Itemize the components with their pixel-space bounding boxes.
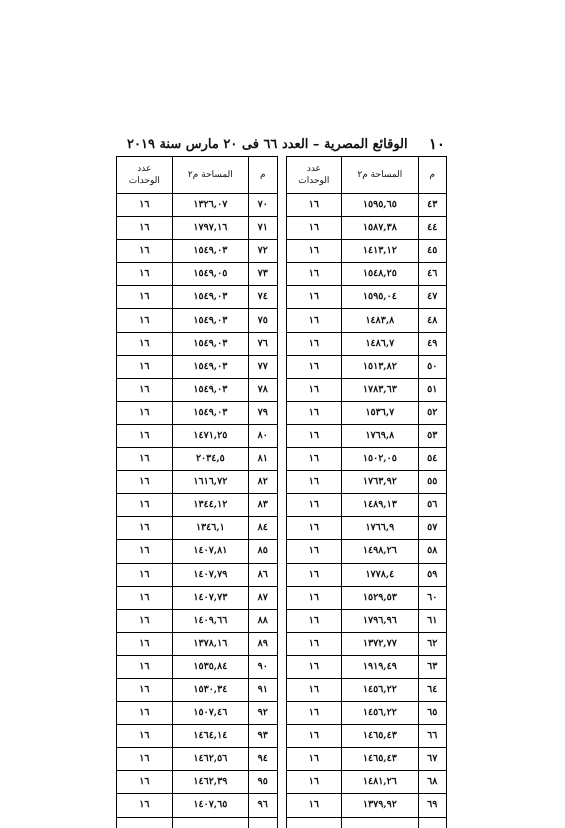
cell-number: ٦٩ [418, 794, 446, 817]
table-row [117, 794, 447, 817]
column-divider [277, 794, 286, 817]
cell-area: ١٥٤٩,٠٥ [172, 263, 248, 286]
column-divider [277, 401, 286, 424]
cell-number: ٨٠ [249, 424, 277, 447]
column-divider [277, 609, 286, 632]
column-divider [277, 748, 286, 771]
cell-units: ١٦ [286, 332, 342, 355]
cell-number: ٧٩ [249, 401, 277, 424]
cell-area: ١٥٤٩,٠٣ [172, 378, 248, 401]
cell-units: ١٦ [117, 424, 173, 447]
cell-units: ١٦ [286, 632, 342, 655]
cell-area: ١٤٨٣,٨ [342, 309, 418, 332]
table-header [117, 157, 447, 194]
column-divider [277, 217, 286, 240]
table-row [117, 448, 447, 471]
cell-units: ١٦ [286, 240, 342, 263]
cell-area: ١٥٣٥,٨٤ [172, 655, 248, 678]
column-divider [277, 286, 286, 309]
cell-area: ١٦١٦,٧٢ [172, 471, 248, 494]
cell-number: ٥٤ [418, 448, 446, 471]
cell-area: ١٧٨٣,٦٣ [342, 378, 418, 401]
cell-number: ٤٨ [418, 309, 446, 332]
cell-units: ١٦ [117, 794, 173, 817]
cell-area: ١٣٧٢,٧٧ [342, 632, 418, 655]
empty-cell [172, 817, 248, 828]
page-header [115, 133, 445, 155]
cell-area: ١٧٦٣,٩٢ [342, 471, 418, 494]
table-row [117, 332, 447, 355]
empty-cell [418, 817, 446, 828]
table-row [117, 424, 447, 447]
cell-area: ١٧٩٧,١٦ [172, 217, 248, 240]
column-divider [277, 771, 286, 794]
cell-area: ١٣٤٤,١٢ [172, 494, 248, 517]
column-divider [277, 494, 286, 517]
cell-area: ١٥٣٦,٧ [342, 401, 418, 424]
cell-units: ١٦ [286, 702, 342, 725]
cell-units: ١٦ [286, 540, 342, 563]
cell-number: ٥٧ [418, 517, 446, 540]
cell-units: ١٦ [286, 655, 342, 678]
column-divider [277, 240, 286, 263]
cell-number: ٧٦ [249, 332, 277, 355]
cell-units: ١٦ [117, 494, 173, 517]
column-divider [277, 157, 286, 194]
cell-number: ٩٢ [249, 702, 277, 725]
cell-number: ٩٠ [249, 655, 277, 678]
table-row [117, 494, 447, 517]
cell-number: ٨٤ [249, 517, 277, 540]
cell-units: ١٦ [286, 401, 342, 424]
cell-number: ٦٣ [418, 655, 446, 678]
cell-area: ١٥٤٩,٠٣ [172, 240, 248, 263]
table-row [117, 678, 447, 701]
cell-area: ١٣٧٩,٩٢ [342, 794, 418, 817]
cell-number: ٨٩ [249, 632, 277, 655]
gazette-title: الوقائع المصرية – العدد ٦٦ فى ٢٠ مارس سنة ٢٠١٩ [127, 136, 408, 152]
cell-area: ١٤٨١,٢٦ [342, 771, 418, 794]
cell-number: ٦١ [418, 609, 446, 632]
cell-number: ٥٩ [418, 563, 446, 586]
cell-units: ١٦ [117, 586, 173, 609]
cell-number: ٦٤ [418, 678, 446, 701]
cell-area: ١٤٧١,٢٥ [172, 424, 248, 447]
column-divider [277, 309, 286, 332]
cell-number: ٨١ [249, 448, 277, 471]
cell-units: ١٦ [117, 563, 173, 586]
cell-units: ١٦ [117, 309, 173, 332]
table-row [117, 378, 447, 401]
cell-number: ٦٧ [418, 748, 446, 771]
cell-units: ١٦ [286, 748, 342, 771]
cell-number: ٨٦ [249, 563, 277, 586]
cell-number: ٥٨ [418, 540, 446, 563]
cell-number: ٦٦ [418, 725, 446, 748]
cell-number: ٥٣ [418, 424, 446, 447]
cell-number: ٤٤ [418, 217, 446, 240]
table-row [117, 540, 447, 563]
cell-units: ١٦ [117, 655, 173, 678]
column-divider [277, 263, 286, 286]
cell-units: ١٦ [117, 194, 173, 217]
column-divider [277, 702, 286, 725]
table-row [117, 471, 447, 494]
cell-number: ٨٢ [249, 471, 277, 494]
cell-area: ١٧٦٦,٩ [342, 517, 418, 540]
cell-units: ١٦ [286, 355, 342, 378]
column-header-units-line1: عدد [306, 164, 321, 174]
cell-area: ٢٠٣٤,٥ [172, 448, 248, 471]
table-row [117, 286, 447, 309]
cell-units: ١٦ [117, 678, 173, 701]
cell-units: ١٦ [117, 748, 173, 771]
cell-units: ١٦ [286, 286, 342, 309]
cell-number: ٨٧ [249, 586, 277, 609]
cell-units: ١٦ [286, 471, 342, 494]
column-header-units [117, 157, 173, 194]
cell-area: ١٤٦٥,٤٣ [342, 725, 418, 748]
column-divider [277, 448, 286, 471]
table-row [117, 771, 447, 794]
cell-area: ١٤٦٢,٣٩ [172, 771, 248, 794]
cell-units: ١٦ [286, 194, 342, 217]
table-row [117, 702, 447, 725]
cell-area: ١٥٤٩,٠٣ [172, 401, 248, 424]
cell-area: ١٤٠٧,٨١ [172, 540, 248, 563]
cell-number: ٧٤ [249, 286, 277, 309]
cell-units: ١٦ [117, 332, 173, 355]
column-divider [277, 332, 286, 355]
cell-units: ١٦ [117, 771, 173, 794]
cell-area: ١٩١٩,٤٩ [342, 655, 418, 678]
page-number: ١٠ [428, 135, 445, 153]
column-header-units-line1: عدد [137, 164, 152, 174]
cell-units: ١٦ [117, 401, 173, 424]
cell-number: ٨٨ [249, 609, 277, 632]
cell-area: ١٤٠٧,٦٥ [172, 794, 248, 817]
cell-area: ١٥٣٠,٣٤ [172, 678, 248, 701]
cell-area: ١٣٢٦,٠٧ [172, 194, 248, 217]
cell-units: ١٦ [117, 725, 173, 748]
empty-cell [249, 817, 277, 828]
cell-area: ١٥٤٩,٠٣ [172, 286, 248, 309]
table-row [117, 355, 447, 378]
cell-area: ١٤٦٢,٥٦ [172, 748, 248, 771]
column-divider [277, 586, 286, 609]
cell-number: ٥١ [418, 378, 446, 401]
cell-number: ٦٢ [418, 632, 446, 655]
cell-units: ١٦ [286, 424, 342, 447]
cell-units: ١٦ [286, 217, 342, 240]
cell-number: ٤٦ [418, 263, 446, 286]
cell-units: ١٦ [117, 263, 173, 286]
table-row [117, 309, 447, 332]
empty-cell [117, 817, 173, 828]
empty-cell [342, 817, 418, 828]
cell-units: ١٦ [286, 309, 342, 332]
cell-number: ٥٢ [418, 401, 446, 424]
cell-units: ١٦ [117, 217, 173, 240]
column-header-units [286, 157, 342, 194]
table-body [117, 194, 447, 828]
cell-units: ١٦ [286, 263, 342, 286]
table-row [117, 263, 447, 286]
column-header-number: م [249, 157, 277, 194]
table-row [117, 725, 447, 748]
cell-number: ٥٦ [418, 494, 446, 517]
cell-units: ١٦ [286, 586, 342, 609]
table-row [117, 401, 447, 424]
cell-units: ١٦ [286, 517, 342, 540]
table-row [117, 632, 447, 655]
cell-number: ٤٩ [418, 332, 446, 355]
cell-area: ١٥٠٧,٤٦ [172, 702, 248, 725]
column-divider [277, 678, 286, 701]
column-header-units-line2: الوحدات [298, 176, 330, 186]
column-divider [277, 725, 286, 748]
cell-units: ١٦ [117, 355, 173, 378]
cell-number: ٥٠ [418, 355, 446, 378]
cell-area: ١٥٤٨,٢٥ [342, 263, 418, 286]
column-divider [277, 517, 286, 540]
column-divider [277, 471, 286, 494]
cell-number: ٩٤ [249, 748, 277, 771]
cell-number: ٩٥ [249, 771, 277, 794]
cell-number: ٧٢ [249, 240, 277, 263]
cell-number: ٧٥ [249, 309, 277, 332]
cell-number: ٧١ [249, 217, 277, 240]
cell-number: ٩٣ [249, 725, 277, 748]
cell-number: ٧٠ [249, 194, 277, 217]
column-divider [277, 563, 286, 586]
cell-units: ١٦ [117, 517, 173, 540]
cell-units: ١٦ [286, 771, 342, 794]
cell-units: ١٦ [286, 678, 342, 701]
cell-units: ١٦ [117, 702, 173, 725]
cell-number: ٦٠ [418, 586, 446, 609]
parcels-table [116, 156, 447, 828]
cell-area: ١٤٨٦,٧ [342, 332, 418, 355]
cell-number: ٧٨ [249, 378, 277, 401]
table-row [117, 748, 447, 771]
cell-units: ١٦ [286, 609, 342, 632]
column-divider [277, 632, 286, 655]
cell-area: ١٧٩٦,٩٦ [342, 609, 418, 632]
cell-units: ١٦ [117, 540, 173, 563]
cell-area: ١٧٦٩,٨ [342, 424, 418, 447]
table-row [117, 563, 447, 586]
column-header-area: المساحة م٢ [172, 157, 248, 194]
cell-units: ١٦ [117, 240, 173, 263]
cell-area: ١٥٤٩,٠٣ [172, 309, 248, 332]
column-divider [277, 378, 286, 401]
cell-units: ١٦ [117, 448, 173, 471]
cell-units: ١٦ [117, 471, 173, 494]
cell-area: ١٤٦٤,١٤ [172, 725, 248, 748]
table-row [117, 609, 447, 632]
table-row [117, 194, 447, 217]
cell-area: ١٤٨٩,١٣ [342, 494, 418, 517]
cell-area: ١٥٩٥,٦٥ [342, 194, 418, 217]
table-row [117, 240, 447, 263]
cell-area: ١٤٥٦,٢٢ [342, 678, 418, 701]
column-divider [277, 355, 286, 378]
column-divider [277, 194, 286, 217]
cell-number: ٩٦ [249, 794, 277, 817]
empty-cell [286, 817, 342, 828]
column-header-area: المساحة م٢ [342, 157, 418, 194]
table-row [117, 655, 447, 678]
table-row [117, 517, 447, 540]
column-header-number: م [418, 157, 446, 194]
cell-area: ١٥٤٩,٠٣ [172, 332, 248, 355]
cell-units: ١٦ [117, 286, 173, 309]
column-divider [277, 540, 286, 563]
cell-area: ١٤٠٧,٧٣ [172, 586, 248, 609]
cell-area: ١٤٥٦,٢٢ [342, 702, 418, 725]
cell-number: ٦٥ [418, 702, 446, 725]
column-divider [277, 655, 286, 678]
cell-area: ١٣٧٨,١٦ [172, 632, 248, 655]
cell-number: ٨٣ [249, 494, 277, 517]
cell-area: ١٥٢٩,٥٣ [342, 586, 418, 609]
cell-area: ١٤٠٩,٦٦ [172, 609, 248, 632]
cell-units: ١٦ [286, 563, 342, 586]
cell-number: ٤٧ [418, 286, 446, 309]
column-divider [277, 817, 286, 828]
cell-area: ١٤٠٧,٧٩ [172, 563, 248, 586]
cell-area: ١٥٩٥,٠٤ [342, 286, 418, 309]
cell-area: ١٥٤٩,٠٣ [172, 355, 248, 378]
cell-number: ٨٥ [249, 540, 277, 563]
cell-units: ١٦ [117, 378, 173, 401]
cell-area: ١٤٩٨,٢٦ [342, 540, 418, 563]
cell-units: ١٦ [286, 378, 342, 401]
cell-area: ١٥٨٧,٣٨ [342, 217, 418, 240]
cell-units: ١٦ [286, 794, 342, 817]
cell-number: ٤٥ [418, 240, 446, 263]
cell-number: ٧٧ [249, 355, 277, 378]
cell-units: ١٦ [117, 632, 173, 655]
cell-area: ١٥١٣,٨٢ [342, 355, 418, 378]
cell-units: ١٦ [117, 609, 173, 632]
column-divider [277, 424, 286, 447]
cell-number: ٦٨ [418, 771, 446, 794]
cell-number: ٩١ [249, 678, 277, 701]
cell-units: ١٦ [286, 725, 342, 748]
table-row-continuation [117, 817, 447, 828]
table-row [117, 217, 447, 240]
cell-area: ١٧٧٨,٤ [342, 563, 418, 586]
cell-units: ١٦ [286, 448, 342, 471]
cell-area: ١٤٦٥,٤٣ [342, 748, 418, 771]
cell-area: ١٥٠٢,٠٥ [342, 448, 418, 471]
cell-area: ١٣٤٦,١ [172, 517, 248, 540]
cell-area: ١٤١٣,١٢ [342, 240, 418, 263]
cell-number: ٧٣ [249, 263, 277, 286]
cell-number: ٥٥ [418, 471, 446, 494]
cell-units: ١٦ [286, 494, 342, 517]
column-header-units-line2: الوحدات [128, 176, 160, 186]
cell-number: ٤٣ [418, 194, 446, 217]
table-row [117, 586, 447, 609]
